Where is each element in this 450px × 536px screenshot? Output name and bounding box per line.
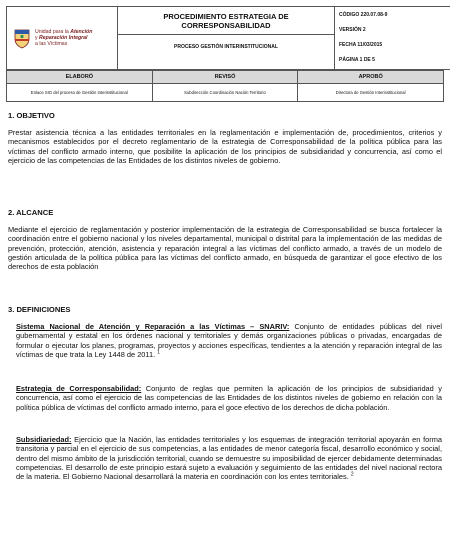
document-header	[6, 6, 450, 70]
meta-cell	[335, 7, 450, 70]
footnote-ref[interactable]: 2	[350, 471, 354, 478]
logo-line-3: a las Víctimas	[35, 41, 68, 48]
coat-of-arms-icon	[13, 27, 31, 49]
approval-value-elaboro: Enlace SIG del proceso de Gestión Interinstitucional	[7, 84, 153, 102]
document-code: CÓDIGO 220.07.08-9	[339, 12, 388, 18]
definition-term: Subsidiariedad:	[16, 435, 72, 444]
approval-table	[6, 70, 444, 102]
section-definiciones-title: 3. DEFINICIONES	[8, 305, 71, 314]
document-version: VERSIÓN 2	[339, 27, 366, 33]
logo-line-2-strong: Reparación Integral	[39, 34, 88, 41]
document-title: PROCEDIMIENTO ESTRATEGIA DE CORRESPONSABILIDAD	[118, 9, 334, 35]
logo-cell	[7, 7, 118, 70]
definition-text: Conjunto de entidades públicas del nivel gubernamental y estatal en los órdenes nacional y territoriales y demás organizaciones públicas o privadas, encargadas de formular o ejecutar los planes, programas, proyectos y acciones específicas, tendientes a la atención y reparación integral de las víctimas de que trata la Ley 1448 de 2011.	[16, 322, 442, 359]
section-objetivo-title: 1. OBJETIVO	[8, 111, 55, 120]
title-cell	[118, 7, 335, 70]
document-date: FECHA 11/03/2015	[339, 42, 383, 48]
section-objetivo-text: Prestar asistencia técnica a las entidades territoriales en la reglamentación e implementación de, procedimientos, criterios y mecanismos establecidos por el decreto reglamentario de la estrategia de Corresponsabilidad de la política pública para las víctimas del conflicto armado interno, que posibilite la aplicación de los principios de subsidiaridad y concurrencia, así como el ejercicio de las competencias de las Entidades de los distintos niveles de gobierno.	[8, 128, 442, 165]
section-alcance-title: 2. ALCANCE	[8, 208, 54, 217]
approval-value-reviso: Subdirección Coordinación Nación Territorio	[152, 84, 298, 102]
approval-header-elaboro: ELABORÓ	[7, 71, 153, 84]
definition-corresponsabilidad	[16, 384, 442, 412]
definition-snariv	[16, 322, 442, 359]
approval-header-aprobo: APROBÓ	[298, 71, 444, 84]
organization-logo	[7, 27, 117, 49]
page-number: PÁGINA 1 DE 5	[339, 57, 375, 63]
logo-text	[35, 29, 92, 48]
logo-line-1: Unidad para la	[35, 28, 69, 35]
approval-value-aprobo: Directora de Gestión Interinstitucional	[298, 84, 444, 102]
definition-term: Estrategia de Corresponsabilidad:	[16, 384, 142, 393]
process-name: PROCESO GESTIÓN INTERINSTITUCIONAL	[174, 43, 278, 50]
definition-text: Conjunto de reglas que permiten la aplicación de los principios de subsidiaridad y concurrencia, así como el ejercicio de las competencias de las Entidades de los distintos niveles de gobierno en relación con la política pública de víctimas del conflicto armado interno, para el goce efectivo de los derechos de dicha población.	[16, 384, 442, 412]
definition-subsidiariedad	[16, 435, 442, 481]
logo-line-2: y	[35, 34, 38, 41]
approval-header-reviso: REVISÓ	[152, 71, 298, 84]
footnote-ref[interactable]: 1	[157, 349, 160, 356]
definition-text: Ejercicio que la Nación, las entidades territoriales y los esquemas de integración territorial apoyarán en forma transitoria y parcial en el ejercicio de sus competencias, a las entidades de menor categoría fiscal, desarrollo económico y social, dentro del mismo ámbito de la jurisdicción territorial, cuando se demuestre su imposibilidad de ejercer debidamente determinadas competencias. El desarrollo de este principio estará sujeto a evaluación y seguimiento de las entidades del nivel nacional rectora de la materia. El Gobierno Nacional desarrollará la materia en coordinación con los entes territoriales.	[16, 435, 442, 482]
section-alcance-text: Mediante el ejercicio de reglamentación y posterior implementación de la estrategia de Corresponsabilidad se busca fortalecer la coordinación entre el gobierno nacional y los niveles departamental, municipal o distrital para la implementación de las medidas de prevención, protección, atención, asistencia y reparación integral a las víctimas del conflicto armado, a través de un modelo de gestión articulada de la política pública para las víctimas del conflicto armado, en búsqueda de garantizar el goce efectivo de los derechos de esta población	[8, 225, 442, 272]
definition-term: Sistema Nacional de Atención y Reparación a las Víctimas – SNARIV:	[16, 322, 290, 331]
logo-line-1-strong: Atención	[70, 28, 93, 35]
